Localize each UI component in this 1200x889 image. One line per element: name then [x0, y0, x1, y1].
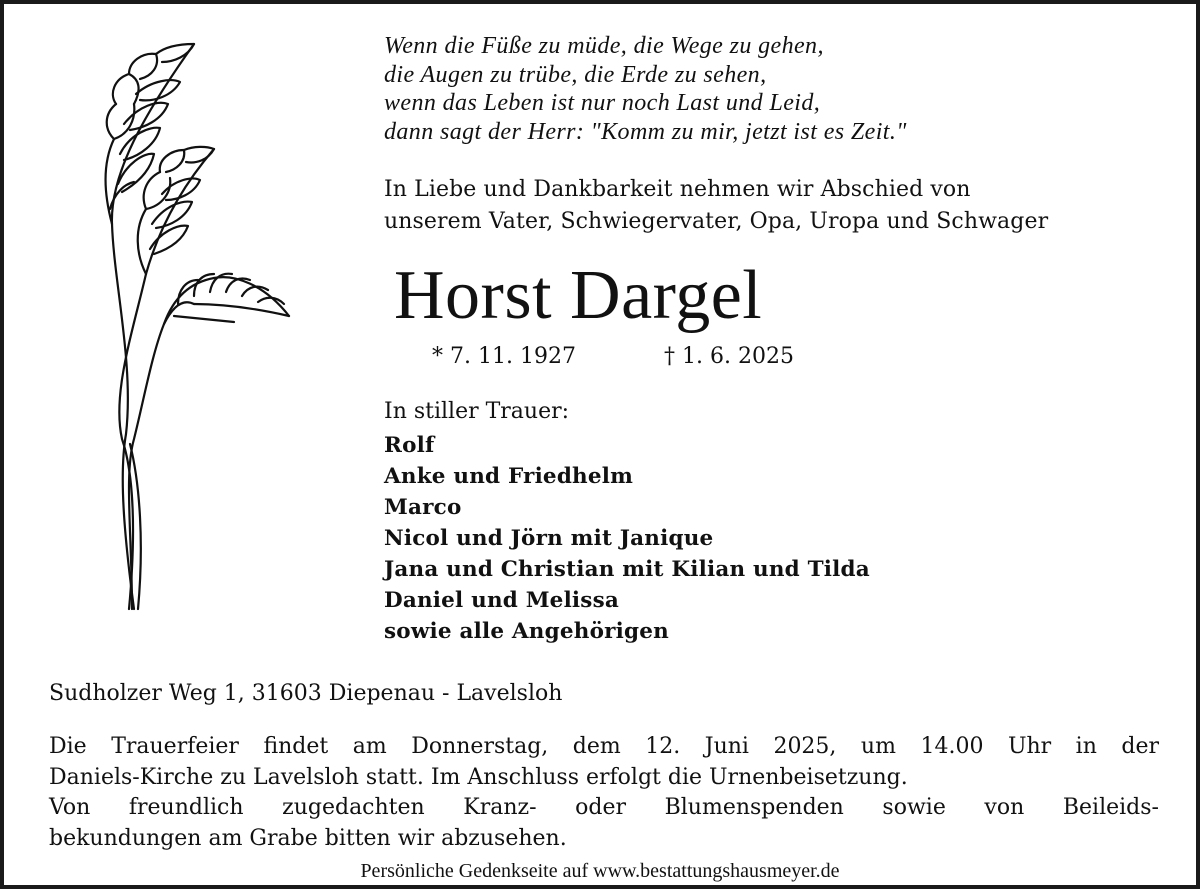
mourner-name: Rolf [384, 433, 435, 458]
family-address: Sudholzer Weg 1, 31603 Diepenau - Lavelsloh [49, 681, 563, 706]
mourner-name: Jana und Christian mit Kilian und Tilda [384, 557, 870, 582]
wheat-ears-icon [74, 34, 314, 624]
death-date: † 1. 6. 2025 [664, 344, 794, 369]
mourners-heading: In stiller Trauer: [384, 399, 570, 424]
poem [384, 32, 907, 146]
mourner-name: sowie alle Angehörigen [384, 619, 669, 644]
intro-line: In Liebe und Dankbarkeit nehmen wir Abschied von [384, 177, 971, 202]
deceased-name: Horst Dargel [394, 257, 763, 334]
poem-line: die Augen zu trübe, die Erde zu sehen, [384, 61, 767, 88]
poem-line: Wenn die Füße zu müde, die Wege zu gehen, [384, 33, 824, 59]
mourners-list [384, 430, 870, 647]
ceremony-details [49, 732, 1159, 854]
farewell-intro [384, 174, 1048, 238]
poem-line: wenn das Leben ist nur noch Last und Leid, [384, 90, 821, 116]
mourner-name: Anke und Friedhelm [384, 464, 634, 489]
poem-line: dann sagt der Herr: "Komm zu mir, jetzt ist es Zeit." [384, 118, 907, 145]
memorial-page-link[interactable]: Persönliche Gedenkseite auf www.bestattungshausmeyer.de [360, 860, 840, 882]
ceremony-line: Von freundlich zugedachten Kranz- oder Blumenspenden sowie von Beileids- [49, 795, 1159, 820]
ceremony-line: Die Trauerfeier findet am Donnerstag, dem 12. Juni 2025, um 14.00 Uhr in der [49, 734, 1159, 759]
birth-date: * 7. 11. 1927 [432, 344, 576, 369]
mourner-name: Nicol und Jörn mit Janique [384, 526, 714, 551]
ceremony-line: Daniels-Kirche zu Lavelsloh statt. Im Anschluss erfolgt die Urnenbeisetzung. [49, 764, 908, 790]
mourner-name: Daniel und Melissa [384, 588, 620, 613]
ceremony-line: bekundungen am Grabe bitten wir abzusehen. [49, 825, 567, 851]
mourner-name: Marco [384, 495, 462, 520]
intro-line: unserem Vater, Schwiegervater, Opa, Uropa und Schwager [384, 209, 1049, 234]
